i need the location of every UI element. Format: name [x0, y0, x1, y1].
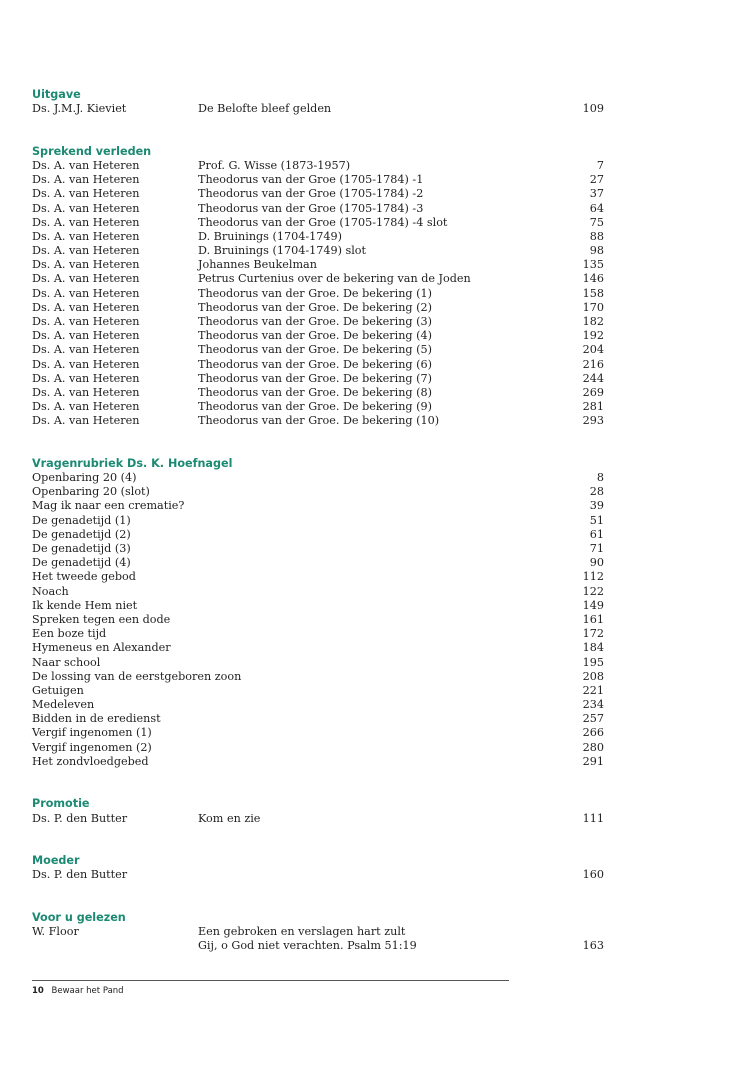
- toc-entry: [32, 868, 604, 882]
- entry-title: Theodorus van der Groe. De bekering (7): [198, 371, 432, 385]
- toc-entry: [32, 599, 604, 613]
- page-footer: [32, 986, 124, 996]
- entry-page: 8: [596, 471, 604, 485]
- entry-page: 71: [589, 542, 604, 556]
- entry-title: Vergif ingenomen (2): [32, 740, 152, 754]
- entry-title: Mag ik naar een crematie?: [32, 499, 185, 513]
- toc-entry: [32, 272, 604, 286]
- entry-title: De Belofte bleef gelden: [198, 102, 332, 116]
- section-promotie: [32, 797, 604, 825]
- toc-entry: [32, 400, 604, 414]
- entry-page: 88: [589, 229, 604, 243]
- toc-entry: [32, 173, 604, 187]
- entry-page: 39: [589, 499, 604, 513]
- entry-title: Theodorus van der Groe. De bekering (6): [198, 357, 432, 371]
- entry-author: Ds. J.M.J. Kieviet: [32, 102, 127, 116]
- toc-entry: [32, 925, 604, 939]
- entry-title: Medeleven: [32, 698, 95, 712]
- entry-page: 64: [589, 201, 604, 215]
- section-heading: Uitgave: [32, 88, 81, 101]
- entry-page: 170: [582, 300, 604, 314]
- section-heading: Moeder: [32, 854, 80, 868]
- entry-page: 37: [589, 187, 604, 201]
- entry-author: Ds. A. van Heteren: [32, 286, 140, 300]
- toc-entry: [32, 712, 604, 726]
- entry-page: 266: [582, 726, 604, 740]
- toc-entry: [32, 542, 604, 556]
- entry-page: 269: [582, 385, 604, 399]
- entry-title: Kom en zie: [198, 811, 261, 825]
- entry-title: Vergif ingenomen (1): [32, 726, 152, 740]
- entry-title: D. Bruinings (1704-1749): [198, 229, 342, 243]
- toc-entry: [32, 414, 604, 428]
- entry-page: 291: [582, 754, 604, 768]
- entry-author: Ds. A. van Heteren: [32, 272, 140, 286]
- entry-title: Gij, o God niet verachten. Psalm 51:19: [198, 939, 417, 953]
- toc-entry: [32, 202, 604, 216]
- entry-author: Ds. A. van Heteren: [32, 258, 140, 272]
- entry-title: De genadetijd (2): [32, 527, 131, 541]
- entry-title: Het zondvloedgebed: [32, 754, 149, 768]
- toc-entry: [32, 485, 604, 499]
- entry-author: Ds. A. van Heteren: [32, 300, 140, 314]
- toc-entry: [32, 230, 604, 244]
- section-heading: Vragenrubriek Ds. K. Hoefnagel: [32, 456, 233, 470]
- entry-author: W. Floor: [32, 925, 79, 939]
- toc-entry: [32, 556, 604, 570]
- footer-publication-name: Bewaar het Pand: [51, 986, 124, 996]
- entry-author: Ds. A. van Heteren: [32, 201, 140, 215]
- entry-title: De genadetijd (4): [32, 556, 131, 570]
- entry-title: Theodorus van der Groe (1705-1784) -2: [198, 187, 424, 201]
- entry-page: 146: [582, 272, 604, 286]
- entry-author: Ds. A. van Heteren: [32, 187, 140, 201]
- toc-entry: [32, 585, 604, 599]
- entry-title: Theodorus van der Groe. De bekering (10): [198, 414, 440, 428]
- entry-author: Ds. P. den Butter: [32, 868, 128, 882]
- entry-title: Theodorus van der Groe. De bekering (1): [198, 286, 432, 300]
- entry-title: Een gebroken en verslagen hart zult: [198, 925, 406, 939]
- entry-page: 163: [582, 939, 604, 953]
- toc-entry: [32, 741, 604, 755]
- entry-page: 257: [582, 712, 604, 726]
- section-moeder: [32, 854, 604, 882]
- entry-page: 90: [589, 556, 604, 570]
- toc-entry: [32, 343, 604, 357]
- entry-title: De genadetijd (3): [32, 542, 131, 556]
- entry-title: Theodorus van der Groe. De bekering (3): [198, 315, 432, 329]
- entry-page: 244: [582, 371, 604, 385]
- toc-entry: [32, 187, 604, 201]
- entry-page: 234: [582, 698, 604, 712]
- entry-title: Naar school: [32, 655, 101, 669]
- entry-page: 184: [582, 641, 604, 655]
- entry-author: Ds. A. van Heteren: [32, 414, 140, 428]
- entry-title: Johannes Beukelman: [198, 258, 317, 272]
- entry-page: 280: [582, 740, 604, 754]
- toc-entry: [32, 102, 604, 116]
- toc-entry: [32, 627, 604, 641]
- entry-title: Theodorus van der Groe. De bekering (9): [198, 400, 432, 414]
- entry-author: Ds. A. van Heteren: [32, 371, 140, 385]
- entry-title: Getuigen: [32, 683, 84, 697]
- entry-page: 172: [582, 627, 604, 641]
- entry-title: De genadetijd (1): [32, 513, 131, 527]
- entry-title: Theodorus van der Groe. De bekering (4): [198, 329, 432, 343]
- entry-author: Ds. A. van Heteren: [32, 385, 140, 399]
- toc-entry: [32, 315, 604, 329]
- section-heading: Sprekend verleden: [32, 144, 152, 158]
- entry-author: Ds. A. van Heteren: [32, 329, 140, 343]
- entry-title: Het tweede gebod: [32, 570, 136, 584]
- entry-page: 51: [589, 513, 604, 527]
- table-of-contents: [32, 88, 604, 982]
- footer-divider: [32, 980, 509, 981]
- toc-entry: [32, 656, 604, 670]
- section-uitgave: [32, 88, 604, 116]
- entry-title: Spreken tegen een dode: [32, 612, 171, 626]
- entry-page: 122: [582, 584, 604, 598]
- entry-title: Theodorus van der Groe. De bekering (2): [198, 300, 432, 314]
- entry-page: 75: [589, 215, 604, 229]
- entry-title: Theodorus van der Groe. De bekering (5): [198, 343, 432, 357]
- entry-page: 112: [582, 570, 604, 584]
- toc-entry: [32, 358, 604, 372]
- toc-entry: [32, 287, 604, 301]
- entry-title: Openbaring 20 (slot): [32, 485, 150, 499]
- toc-entry: [32, 329, 604, 343]
- toc-entry: [32, 499, 604, 513]
- section-heading: Promotie: [32, 797, 90, 811]
- entry-title: Theodorus van der Groe (1705-1784) -4 slot: [198, 215, 448, 229]
- section-heading: Voor u gelezen: [32, 910, 126, 924]
- entry-author: Ds. A. van Heteren: [32, 315, 140, 329]
- toc-entry: [32, 670, 604, 684]
- entry-page: 216: [582, 357, 604, 371]
- entry-title: De lossing van de eerstgeboren zoon: [32, 669, 242, 683]
- toc-entry: [32, 939, 604, 953]
- toc-entry: [32, 812, 604, 826]
- entry-page: 195: [582, 655, 604, 669]
- entry-author: Ds. A. van Heteren: [32, 229, 140, 243]
- toc-entry: [32, 244, 604, 258]
- entry-author: Ds. A. van Heteren: [32, 343, 140, 357]
- toc-entry: [32, 372, 604, 386]
- entry-title: Ik kende Hem niet: [32, 598, 138, 612]
- entry-page: 27: [589, 173, 604, 187]
- entry-title: Noach: [32, 584, 69, 598]
- entry-page: 160: [582, 868, 604, 882]
- entry-page: 192: [582, 329, 604, 343]
- entry-title: Prof. G. Wisse (1873-1957): [198, 158, 351, 172]
- entry-page: 135: [582, 258, 604, 272]
- entry-title: Hymeneus en Alexander: [32, 641, 171, 655]
- entry-author: Ds. A. van Heteren: [32, 158, 140, 172]
- entry-page: 204: [582, 343, 604, 357]
- toc-entry: [32, 471, 604, 485]
- entry-author: Ds. A. van Heteren: [32, 400, 140, 414]
- toc-entry: [32, 641, 604, 655]
- toc-entry: [32, 258, 604, 272]
- section-sprekend-verleden: [32, 145, 604, 429]
- toc-entry: [32, 570, 604, 584]
- entry-title: Theodorus van der Groe (1705-1784) -1: [198, 173, 424, 187]
- entry-title: Theodorus van der Groe. De bekering (8): [198, 385, 432, 399]
- entry-page: 161: [582, 612, 604, 626]
- toc-entry: [32, 698, 604, 712]
- entry-page: 208: [582, 669, 604, 683]
- entry-author: Ds. A. van Heteren: [32, 173, 140, 187]
- toc-entry: [32, 755, 604, 769]
- entry-page: 61: [589, 527, 604, 541]
- toc-entry: [32, 301, 604, 315]
- entry-title: D. Bruinings (1704-1749) slot: [198, 244, 367, 258]
- entry-page: 109: [582, 102, 604, 116]
- entry-author: Ds. A. van Heteren: [32, 215, 140, 229]
- entry-author: Ds. A. van Heteren: [32, 357, 140, 371]
- entry-page: 111: [582, 811, 604, 825]
- section-voor-u-gelezen: [32, 911, 604, 954]
- entry-page: 281: [582, 400, 604, 414]
- toc-entry: [32, 726, 604, 740]
- toc-entry: [32, 386, 604, 400]
- toc-entry: [32, 514, 604, 528]
- entry-title: Openbaring 20 (4): [32, 471, 137, 485]
- entry-page: 7: [596, 158, 604, 172]
- entry-page: 149: [582, 598, 604, 612]
- entry-title: Petrus Curtenius over de bekering van de Joden: [198, 272, 471, 286]
- entry-page: 293: [582, 414, 604, 428]
- entry-page: 28: [589, 485, 604, 499]
- toc-entry: [32, 613, 604, 627]
- section-vragenrubriek: [32, 457, 604, 769]
- entry-page: 221: [582, 683, 604, 697]
- entry-page: 182: [582, 315, 604, 329]
- entry-title: Theodorus van der Groe (1705-1784) -3: [198, 201, 424, 215]
- footer-page-number: 10: [32, 986, 44, 996]
- toc-entry: [32, 216, 604, 230]
- entry-page: 98: [589, 244, 604, 258]
- toc-entry: [32, 684, 604, 698]
- entry-author: Ds. A. van Heteren: [32, 244, 140, 258]
- entry-title: Bidden in de eredienst: [32, 712, 161, 726]
- toc-entry: [32, 159, 604, 173]
- entry-page: 158: [582, 286, 604, 300]
- entry-title: Een boze tijd: [32, 627, 107, 641]
- entry-author: Ds. P. den Butter: [32, 811, 128, 825]
- toc-entry: [32, 528, 604, 542]
